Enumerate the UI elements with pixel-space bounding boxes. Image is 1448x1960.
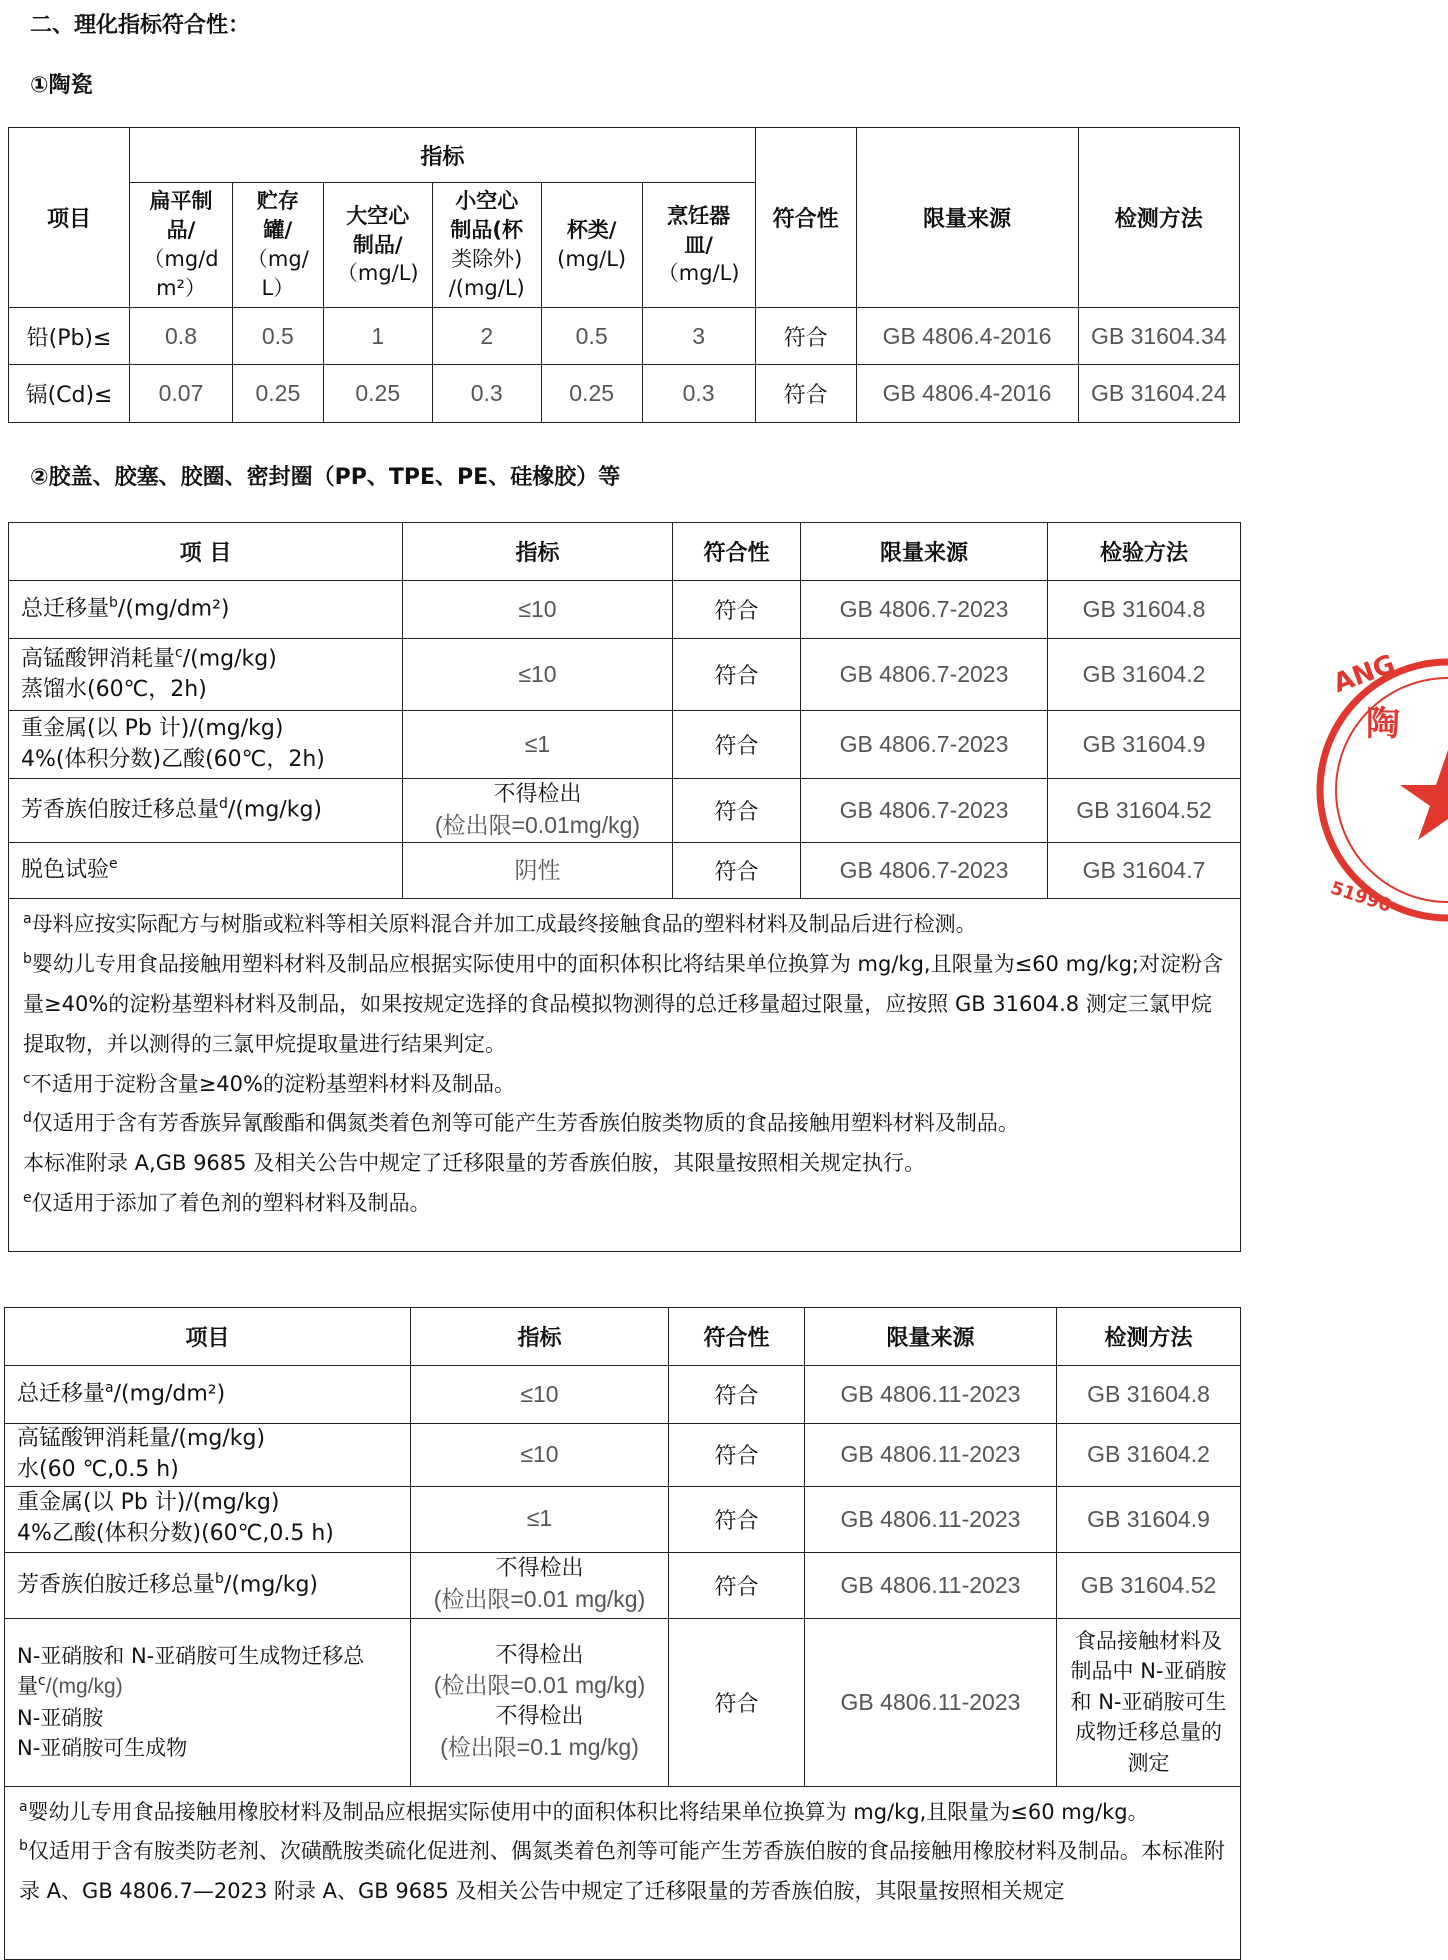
plastic-method: GB 31604.7: [1048, 843, 1241, 899]
plastic-indicator: ≤1: [403, 711, 673, 779]
rubber-limit-source: GB 4806.11-2023: [805, 1552, 1057, 1618]
plastic-heading: ②胶盖、胶塞、胶圈、密封圈（PP、TPE、PE、硅橡胶）等: [30, 465, 621, 490]
ceramic-head-item: 项目: [9, 128, 130, 308]
rubber-conformity: 符合: [669, 1486, 805, 1552]
table-row: [9, 843, 1241, 899]
rubber-table: [4, 1307, 1241, 1960]
plastic-conformity: 符合: [673, 779, 801, 843]
table-row: [9, 711, 1241, 779]
rubber-method: GB 31604.9: [1057, 1486, 1241, 1552]
ceramic-subhead-4: 杯类/ (mg/L): [541, 183, 642, 308]
ceramic-conformity: 符合: [755, 308, 856, 365]
rubber-conformity: 符合: [669, 1424, 805, 1487]
table-row: [9, 308, 1240, 365]
footnote: $^a$母料应按实际配方与树脂或粒料等相关原料混合并加工成最终接触食品的塑料材料及制品后进行检测。: [23, 911, 977, 936]
table-row: [9, 639, 1241, 711]
ceramic-subhead-3: 小空心 制品(杯 类除外) /(mg/L): [432, 183, 541, 308]
rubber-indicator: ≤1: [411, 1486, 669, 1552]
ceramic-value: 0.25: [232, 365, 323, 423]
rubber-item: 重金属(以 Pb 计)/(mg/kg) 4%乙酸(体积分数)(60℃,0.5 h): [5, 1486, 411, 1552]
nitro-limit-source: GB 4806.11-2023: [805, 1618, 1057, 1786]
plastic-indicator: 阴性: [403, 843, 673, 899]
plastic-indicator: ≤10: [403, 639, 673, 711]
plastic-limit-source: GB 4806.7-2023: [801, 843, 1048, 899]
plastic-item: 总迁移量$^b$/(mg/dm²): [9, 581, 403, 639]
rubber-item: 总迁移量$^a$/(mg/dm²): [5, 1366, 411, 1424]
table-row: [5, 1552, 1241, 1618]
rubber-notes: [5, 1786, 1241, 1959]
table-row: [9, 365, 1240, 423]
rubber-method: GB 31604.2: [1057, 1424, 1241, 1487]
rubber-conformity: 符合: [669, 1366, 805, 1424]
nitro-item: N-亚硝胺和 N-亚硝胺可生成物迁移总 量$^c$/(mg/kg) N-亚硝胺 N-亚硝胺可生成物: [5, 1618, 411, 1786]
plastic-limit-source: GB 4806.7-2023: [801, 711, 1048, 779]
section-title: 二、理化指标符合性：: [30, 13, 251, 38]
company-seal: [1318, 640, 1448, 940]
plastic-method: GB 31604.2: [1048, 639, 1241, 711]
ceramic-head-limit-source: 限量来源: [856, 128, 1078, 308]
ceramic-table: [8, 127, 1240, 423]
footnote: $^b$仅适用于含有胺类防老剂、次磺酰胺类硫化促进剂、偶氮类着色剂等可能产生芳香族伯胺的食品接触用橡胶材料及制品。本标准附录 A、GB 4806.7—2023 附录 A、GB 9685 及相关公告中规定了迁移限量的芳香族伯胺，其限量按照相关规定: [19, 1838, 1225, 1904]
plastic-conformity: 符合: [673, 843, 801, 899]
ceramic-value: 0.3: [432, 365, 541, 423]
table-row: [5, 1366, 1241, 1424]
plastic-limit-source: GB 4806.7-2023: [801, 639, 1048, 711]
rubber-indicator: ≤10: [411, 1366, 669, 1424]
plastic-method: GB 31604.8: [1048, 581, 1241, 639]
rubber-item: 芳香族伯胺迁移总量$^b$/(mg/kg): [5, 1552, 411, 1618]
rubber-limit-source: GB 4806.11-2023: [805, 1366, 1057, 1424]
plastic-head-limit-source: 限量来源: [801, 523, 1048, 581]
table-row: [5, 1618, 1241, 1786]
ceramic-value: 0.07: [130, 365, 233, 423]
ceramic-head-conformity: 符合性: [755, 128, 856, 308]
plastic-method: GB 31604.9: [1048, 711, 1241, 779]
rubber-head-method: 检测方法: [1057, 1308, 1241, 1366]
plastic-item: 芳香族伯胺迁移总量$^d$/(mg/kg): [9, 779, 403, 843]
ceramic-method: GB 31604.34: [1078, 308, 1240, 365]
plastic-item: 脱色试验$^e$: [9, 843, 403, 899]
ceramic-value: 0.25: [541, 365, 642, 423]
rubber-limit-source: GB 4806.11-2023: [805, 1486, 1057, 1552]
ceramic-heading: ①陶瓷: [30, 73, 93, 98]
seal-text-bottom: 51990: [1327, 877, 1394, 917]
rubber-method: GB 31604.8: [1057, 1366, 1241, 1424]
ceramic-subhead-5: 烹饪器 皿/ （mg/L): [642, 183, 755, 308]
plastic-head-method: 检验方法: [1048, 523, 1241, 581]
rubber-method: GB 31604.52: [1057, 1552, 1241, 1618]
plastic-head-item: 项 目: [9, 523, 403, 581]
plastic-notes: [9, 899, 1241, 1252]
rubber-head-indicator: 指标: [411, 1308, 669, 1366]
ceramic-subhead-0: 扁平制 品/ （mg/d m²）: [130, 183, 233, 308]
ceramic-value: 1: [323, 308, 432, 365]
rubber-head-conformity: 符合性: [669, 1308, 805, 1366]
rubber-limit-source: GB 4806.11-2023: [805, 1424, 1057, 1487]
plastic-table: [8, 522, 1241, 1252]
rubber-conformity: 符合: [669, 1552, 805, 1618]
ceramic-conformity: 符合: [755, 365, 856, 423]
footnote: $^d$仅适用于含有芳香族异氰酸酯和偶氮类着色剂等可能产生芳香族伯胺类物质的食品接触用塑料材料及制品。: [23, 1110, 1019, 1136]
ceramic-value: 3: [642, 308, 755, 365]
plastic-indicator: 不得检出 (检出限=0.01mg/kg): [403, 779, 673, 843]
table-row: [9, 779, 1241, 843]
rubber-item: 高锰酸钾消耗量/(mg/kg) 水(60 ℃,0.5 h): [5, 1424, 411, 1487]
plastic-conformity: 符合: [673, 581, 801, 639]
ceramic-value: 0.3: [642, 365, 755, 423]
ceramic-limit-source: GB 4806.4-2016: [856, 365, 1078, 423]
ceramic-value: 0.5: [541, 308, 642, 365]
rubber-head-item: 项目: [5, 1308, 411, 1366]
seal-text-mid: 陶: [1366, 704, 1400, 744]
plastic-head-conformity: 符合性: [673, 523, 801, 581]
seal-text-top: ANG: [1329, 649, 1400, 700]
rubber-head-limit-source: 限量来源: [805, 1308, 1057, 1366]
plastic-conformity: 符合: [673, 639, 801, 711]
plastic-indicator: ≤10: [403, 581, 673, 639]
ceramic-limit-source: GB 4806.4-2016: [856, 308, 1078, 365]
ceramic-item: 铅(Pb)≤: [9, 308, 130, 365]
plastic-head-indicator: 指标: [403, 523, 673, 581]
ceramic-method: GB 31604.24: [1078, 365, 1240, 423]
plastic-limit-source: GB 4806.7-2023: [801, 581, 1048, 639]
plastic-conformity: 符合: [673, 711, 801, 779]
table-row: [9, 581, 1241, 639]
nitro-method: 食品接触材料及 制品中 N-亚硝胺 和 N-亚硝胺可生 成物迁移总量的 测定: [1057, 1618, 1241, 1786]
seal-star-icon: [1400, 750, 1448, 840]
ceramic-item: 镉(Cd)≤: [9, 365, 130, 423]
ceramic-value: 0.25: [323, 365, 432, 423]
ceramic-subhead-1: 贮存 罐/ （mg/ L）: [232, 183, 323, 308]
rubber-indicator: ≤10: [411, 1424, 669, 1487]
ceramic-value: 0.5: [232, 308, 323, 365]
ceramic-subhead-2: 大空心 制品/ （mg/L): [323, 183, 432, 308]
plastic-item: 高锰酸钾消耗量$^c$/(mg/kg) 蒸馏水(60℃，2h): [9, 639, 403, 711]
table-row: [5, 1424, 1241, 1487]
ceramic-head-indicator: 指标: [130, 128, 756, 183]
footnote: 本标准附录 A,GB 9685 及相关公告中规定了迁移限量的芳香族伯胺，其限量按照相关规定执行。: [23, 1151, 926, 1176]
footnote: $^a$婴幼儿专用食品接触用橡胶材料及制品应根据实际使用中的面积体积比将结果单位换算为 mg/kg,且限量为≤60 mg/kg。: [19, 1798, 1149, 1824]
ceramic-value: 0.8: [130, 308, 233, 365]
table-row: [5, 1486, 1241, 1552]
plastic-item: 重金属(以 Pb 计)/(mg/kg) 4%(体积分数)乙酸(60℃，2h): [9, 711, 403, 779]
footnote: $^b$婴幼儿专用食品接触用塑料材料及制品应根据实际使用中的面积体积比将结果单位换算为 mg/kg,且限量为≤60 mg/kg;对淀粉含量≥40%的淀粉基塑料材料及制品，如果按规定选择的食品模拟物测得的总迁移量超过限量，应按照 GB 31604.8 测定三氯甲烷提取物，并以测得的三氯甲烷提取量进行结果判定。: [23, 950, 1224, 1056]
ceramic-value: 2: [432, 308, 541, 365]
rubber-indicator: 不得检出 (检出限=0.01 mg/kg): [411, 1552, 669, 1618]
ceramic-head-method: 检测方法: [1078, 128, 1240, 308]
nitro-conformity: 符合: [669, 1618, 805, 1786]
nitro-indicator: 不得检出 (检出限=0.01 mg/kg) 不得检出 (检出限=0.1 mg/kg): [411, 1618, 669, 1786]
footnote: $^c$不适用于淀粉含量≥40%的淀粉基塑料材料及制品。: [23, 1070, 515, 1096]
plastic-limit-source: GB 4806.7-2023: [801, 779, 1048, 843]
plastic-method: GB 31604.52: [1048, 779, 1241, 843]
footnote: $^e$仅适用于添加了着色剂的塑料材料及制品。: [23, 1190, 431, 1216]
